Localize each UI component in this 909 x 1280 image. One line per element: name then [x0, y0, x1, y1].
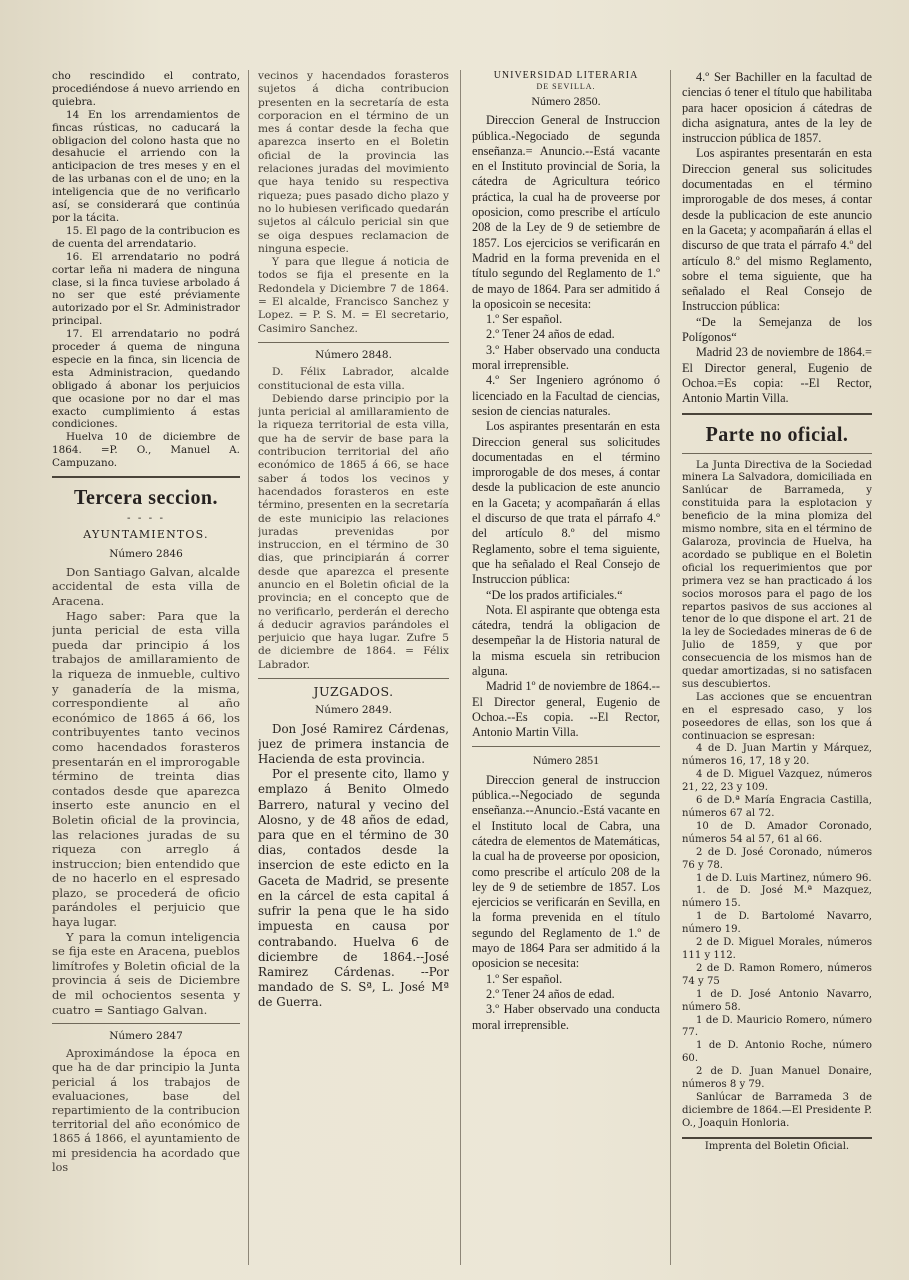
printer-footer: Imprenta del Boletin Oficial. [704, 1140, 850, 1152]
paragraph: Y para que llegue á noticia de todos se fija el presente en la Redondela y Diciembre 7 de 1864. = El alcalde, Francisco Sanchez y Lopez. = P. S. M. = El secretario, Casimiro Sanchez. [258, 256, 449, 335]
list-item: 2 de D. Miguel Morales, números 111 y 112. [682, 937, 872, 961]
column-4 [682, 70, 872, 1270]
requirement: 1.º Ser español. [486, 971, 563, 986]
divider [258, 342, 449, 343]
notice-number: Número 2846 [109, 547, 183, 560]
section-heading: AYUNTAMIENTOS. [83, 528, 209, 541]
notice-author: D. Félix Labrador, alcalde constitucional de esta villa. [258, 366, 449, 392]
requirement: 3.º Haber observado una conducta moral irreprensible. [472, 1002, 660, 1032]
signature: Huelva 10 de diciembre de 1864. =P. O., Manuel A. Campuzano. [52, 431, 240, 470]
paragraph: Los aspirantes presentarán en esta Direccion general sus solicitudes documentadas en el término improrogable de dos meses, á contar desde la publicacion de este anuncio en la Gaceta; y acompañarán á ellas el discurso de que trata el párrafo 4.º del artículo 8.º del mismo Reglamento, sobre el tema siguiente, que ha señalado el Real Consejo de Instruccion pública: [682, 146, 872, 314]
notice-author: Don José Ramirez Cárdenas, juez de primera instancia de Hacienda de esta provincia. [258, 721, 449, 767]
paragraph-16: 16. El arrendatario no podrá cortar leña ni madera de ninguna clase, si la finca tuviese arbolado á no ser que esté préviamente autorizado por el Sr. Administrador principal. [52, 250, 240, 328]
quote: “De la Semejanza de los Polígonos“ [682, 314, 872, 345]
masthead-university: UNIVERSIDAD LITERARIA [493, 70, 639, 81]
paragraph: cho rescindido el contrato, procediéndose á nuevo arriendo en quiebra. [52, 70, 240, 108]
column-divider [248, 70, 249, 1265]
requirement: 1.º Ser español. [486, 312, 563, 327]
masthead-subtitle: DE SEVILLA. [536, 82, 596, 91]
notice-number: Número 2848. [315, 348, 392, 361]
notice-number: Número 2850. [531, 94, 601, 108]
list-item: 4 de D. Miguel Vazquez, números 21, 22, 23 y 109. [682, 769, 872, 794]
column-1 [52, 70, 240, 1270]
paragraph: vecinos y hacendados forasteros sujetos á dicha contribucion presenten en la secretaría de esta corporacion en el término de un mes á contar desde la fecha que aparezca inserto en el Boletin oficial de la provincia las relaciones juradas del movimiento que haya tenido su respectiva riqueza; pues pasado dicho plazo y no lo hubiesen verificado quedarán sujetos al cálculo pericial sin que se oiga despues reclamacion de ninguna especie. [258, 70, 449, 255]
list-item: 6 de D.ª María Engracia Castilla, números 67 al 72. [682, 795, 872, 819]
divider [52, 476, 240, 478]
quote: “De los prados artificiales.“ [486, 587, 623, 602]
paragraph: Madrid 23 de noviembre de 1864.= El Director general, Eugenio de Ochoa.=Es copia: --El Rector, Antonio Martin Villa. [682, 345, 872, 406]
requirement: 4.º Ser Bachiller en la facultad de ciencias ó tener el título que habilitaba para hacer oposicion á cátedras de dicha asignatura, antes de la ley de instruccion pública de 1857. [682, 70, 872, 146]
dash-separator: - - - - [127, 512, 165, 525]
list-item: 2 de D. Juan Manuel Donaire, números 8 y 79. [682, 1066, 872, 1091]
divider [682, 413, 872, 415]
divider [258, 678, 449, 679]
paragraph: Direccion General de Instruccion pública.-Negociado de segunda enseñanza.= Anuncio.--Está vacante en el Instituto provincial de Soria, la cátedra de Agricultura teórico práctica, la cual ha de proveerse por oposicion, como prescribe el artículo 208 de la Ley de 9 de setiembre de 1857. Los ejercicios se verificarán en Madrid en la forma prevenida en el título segundo del Reglamento de 1.º de mayo de 1864. Para ser admitido á la oposicoin se necesita: [472, 113, 660, 311]
paragraph: Los aspirantes presentarán en esta Direccion general sus solicitudes documentadas en el término improrogable de dos meses, á contar desde la publicacion de este anuncio en la Gaceta; y acompañarán á ellas el discurso de que trata el párrafo 4.º del artículo 8.º del mismo Reglamento, sobre el tema siguiente, que ha señalado el Real Consejo de Instruccion pública: [472, 419, 660, 587]
list-item: 1 de D. Antonio Roche, número 60. [682, 1040, 872, 1065]
list-item: 4 de D. Juan Martin y Márquez, números 16, 17, 18 y 20. [682, 743, 872, 768]
paragraph: Hago saber: Para que la junta pericial de esta villa pueda dar principio á los trabajos de amillaramiento de la riqueza de inmueble, cultivo y ganadería de la misma, correspondiente al año económico de 1865 á 66, los contribuyentes tanto vecinos como hacendados forasteros presentarán en el improrogable término de treinta dias contados desde que aparezca inserto este anuncio en el Boletin oficial de la provincia, las relaciones juradas de su riqueza con arreglo á instruccion; bien entendido que de no hacerlo en el espresado plazo, se procederá de oficio parándoles el perjuicio que haya lugar. [52, 608, 240, 930]
column-divider [460, 70, 461, 1265]
list-item: 10 de D. Amador Coronado, números 54 al 57, 61 al 66. [682, 820, 872, 845]
column-3 [472, 70, 660, 1270]
list-item: 1 de D. Mauricio Romero, número 77. [682, 1014, 872, 1039]
divider [682, 453, 872, 454]
paragraph: La Junta Directiva de la Sociedad minera La Salvadora, domiciliada en Sanlúcar de Barrameda, y constituida para la esplotacion y beneficio de la mina plomiza del mismo nombre, sita en el término de Galaroza, provincia de Huelva, ha acordado se publique en el Boletin oficial los requerimientos que por primera vez se han practicado á los socios morosos para el pago de los repartos pasivos de sus acciones al tenor de lo que dispone el art. 21 de la ley de Sociedades mineras de 6 de Julio de 1859, y que por consecuencia de los mismos han de quedar amortizadas, si no satisfacen sus descubiertos. [682, 459, 872, 690]
list-item: 2 de D. Ramon Romero, números 74 y 75 [682, 962, 872, 987]
paragraph: Debiendo darse principio por la junta pericial al amillaramiento de la riqueza territorial de esta villa, que ha de servir de base para la contribucion territorial del año económico de 1865 á 66, se hace saber á todos los vecinos y hacendados forasteros en este término, presenten en la secretaría de este municipio las relaciones juradas prevenidas por instruccion, en el término de 30 dias, que principiarán á correr desde que aparezca el presente anuncio en el Boletin oficial de la provincia; en el concepto que de no verificarlo, perderán el derecho á deducir agravios parándoles el perjuicio que haya lugar. Zufre 5 de diciembre de 1864. = Félix Labrador. [258, 392, 449, 671]
requirement: 2.º Tener 24 años de edad. [486, 986, 615, 1001]
paragraph: Por el presente cito, llamo y emplazo á Benito Olmedo Barrero, natural y vecino del Alosno, y de 48 años de edad, para que en el término de 30 dias, contados desde la insercion de este edicto en la Gaceta de Madrid, se presente en la cárcel de esta capital á sufrir la pena que le ha sido impuesta en causa por contrabando. Huelva 6 de diciembre de 1864.--José Ramirez Cárdenas. --Por mandado de S. Sª, L. José Mª de Guerra. [258, 767, 449, 1010]
paragraph: Nota. El aspirante que obtenga esta cátedra, tendrá la obligacion de desempeñar la de Historia natural de la misma escuela sin retribucion alguna. [472, 602, 660, 678]
notice-number: Número 2847 [109, 1030, 183, 1043]
list-item: 1 de D. José Antonio Navarro, número 58. [682, 988, 872, 1013]
section-heading: JUZGADOS. [313, 684, 394, 700]
paragraph-14: 14 En los arrendamientos de fincas rústicas, no caducará la obligacion del colono hasta que no desahucie el arriendo con la anticipacion de tres meses y en el de las urbanas con el de uno; en la inteligencia que de no verificarlo así, se considerará que continúa por la tácita. [52, 108, 240, 224]
section-title: Tercera seccion. [74, 485, 218, 510]
column-2 [258, 70, 449, 1270]
section-title: Parte no oficial. [705, 421, 849, 446]
divider [682, 1137, 872, 1139]
column-divider [670, 70, 671, 1265]
list-item: 1. de D. José M.ª Mazquez, número 15. [682, 885, 872, 910]
paragraph: Sanlúcar de Barrameda 3 de diciembre de 1864.—El Presidente P. O., Joaquin Honloria. [682, 1091, 872, 1129]
requirement: 3.º Haber observado una conducta moral irreprensible. [472, 342, 660, 373]
divider [52, 1023, 240, 1024]
list-item: 1 de D. Luis Martinez, número 96. [696, 872, 872, 884]
paragraph: Las acciones que se encuentran en el espresado caso, y los poseedores de ellas, son los que á continuacion se espresan: [682, 691, 872, 742]
requirement: 2.º Tener 24 años de edad. [486, 327, 615, 342]
paragraph-17: 17. El arrendatario no podrá proceder á quema de ninguna especie en la finca, sin licencia de esta Administracion, quedando obligado á abonar los perjuicios que ocasione por no dar el mas exacto cumplimiento á estas condiciones. [52, 328, 240, 431]
list-item: 1 de D. Bartolomé Navarro, número 19. [682, 911, 872, 936]
paragraph: Y para la comun inteligencia se fija este en Aracena, pueblos limítrofes y Boletin oficial de la provincia á seis de Diciembre de mil ochocientos sesenta y cuatro = Santiago Galvan. [52, 929, 240, 1017]
paragraph: Direccion general de instruccion pública.--Negociado de segunda enseñanza.--Anuncio.-Está vacante en el Instituto local de Cabra, una cátedra de elementos de Matemáticas, la cual ha de proveerse por oposicion, como prescribe el artículo 208 de la ley de 9 de setiembre de 1857. Los ejercicios se verificarán en Sevilla, en la forma prevenida en el título segundo del Reglamento de 1.º de mayo de 1864 Para ser admitido á la oposicion se necesita: [472, 772, 660, 971]
list-item: 2 de D. José Coronado, números 76 y 78. [682, 846, 872, 871]
notice-number: Número 2849. [315, 704, 392, 717]
paragraph: Madrid 1º de noviembre de 1864.--El Director general, Eugenio de Ochoa.--Es copia. --El Rector, Antonio Martin Villa. [472, 679, 660, 740]
paragraph-15: 15. El pago de la contribucion es de cuenta del arrendatario. [52, 224, 240, 250]
notice-number: Número 2851 [532, 753, 600, 768]
requirement: 4.º Ser Ingeniero agrónomo ó licenciado en la Facultad de ciencias, sesion de ciencias naturales. [472, 373, 660, 418]
notice-author: Don Santiago Galvan, alcalde accidental de esta villa de Aracena. [52, 564, 240, 608]
paragraph: Aproximándose la época en que ha de dar principio la Junta pericial á los trabajos de evaluaciones, base del repartimiento de la contribucion territorial del año económico de 1865 á 1866, el ayuntamiento de mi presidencia ha acordado que los [52, 1047, 240, 1174]
divider [472, 746, 660, 747]
